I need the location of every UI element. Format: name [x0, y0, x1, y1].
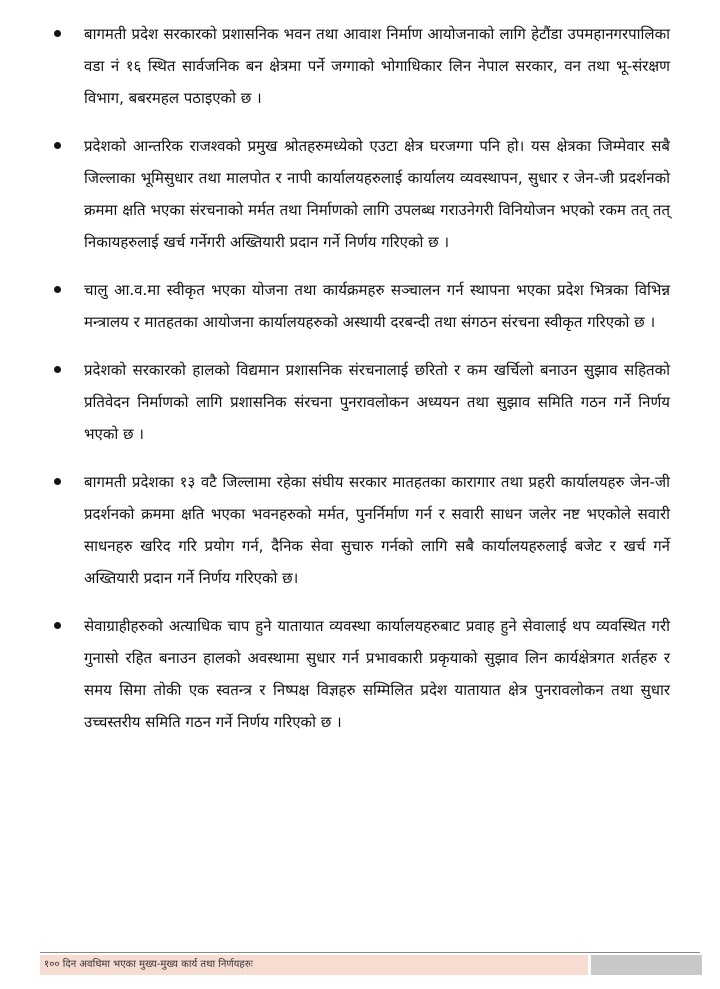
list-item: [50, 130, 670, 258]
footer-page-box: [591, 955, 702, 975]
list-item-text: प्रदेशको सरकारको हालको विद्यमान प्रशासनिक संरचनालाई छरितो र कम खर्चिलो बनाउन सुझाव सहितको प्रतिवेदन निर्माणको लागि प्रशासनिक संरचना पुनरावलोकन अध्ययन तथा सुझाव समिति गठन गर्ने निर्णय भएको छ ।: [84, 361, 670, 443]
footer-divider: [40, 952, 700, 953]
footer-caption: १०० दिन अवधिमा भएका मुख्य-मुख्य कार्य तथा निर्णयहरुः: [44, 959, 253, 970]
list-item-text: चालु आ.व.मा स्वीकृत भएका योजना तथा कार्यक्रमहरु सञ्चालन गर्न स्थापना भएका प्रदेश भित्रका विभिन्न मन्त्रालय र मातहतका आयोजना कार्यालयहरुको अस्थायी दरबन्दी तथा संगठन संरचना स्वीकृत गरिएको छ ।: [84, 281, 670, 331]
bullet-icon: [54, 142, 61, 149]
bullet-icon: [54, 286, 61, 293]
list-item-text: सेवाग्राहीहरुको अत्याधिक चाप हुने यातायात व्यवस्था कार्यालयहरुबाट प्रवाह हुने सेवालाई थप व्यवस्थित गरी गुनासो रहित बनाउन हालको अवस्थामा सुधार गर्न प्रभावकारी प्रकृयाको सुझाव लिन कार्यक्षेत्रगत शर्तहरु र समय सिमा तोकी एक स्वतन्त्र र निष्पक्ष विज्ञहरु सम्मिलित प्रदेश यातायात क्षेत्र पुनरावलोकन तथा सुधार उच्चस्तरीय समिति गठन गर्ने निर्णय गरिएको छ ।: [84, 617, 670, 731]
list-item: [50, 354, 670, 450]
list-item: [50, 18, 670, 114]
list-item-text: बागमती प्रदेशका १३ वटै जिल्लामा रहेका संघीय सरकार मातहतका कारागार तथा प्रहरी कार्यालयहरु जेन-जी प्रदर्शनको क्रममा क्षति भएका भवनहरुको मर्मत, पुनर्निर्माण गर्न र सवारी साधन जलेर नष्ट भएकोले सवारी साधनहरु खरिद गरि प्रयोग गर्न, दैनिक सेवा सुचारु गर्नको लागि सबै कार्यालयहरुलाई बजेट र खर्च गर्ने अख्तियारी प्रदान गर्ने निर्णय गरिएको छ।: [84, 473, 670, 587]
list-item: [50, 610, 670, 738]
list-item-text: बागमती प्रदेश सरकारको प्रशासनिक भवन तथा आवाश निर्माण आयोजनाको लागि हेटौंडा उपमहानगरपालिका वडा नं १६ स्थित सार्वजनिक बन क्षेत्रमा पर्ने जग्गाको भोगाधिकार लिन नेपाल सरकार, वन तथा भू-संरक्षण विभाग, बबरमहल पठाइएको छ ।: [84, 25, 670, 107]
bullet-icon: [54, 478, 61, 485]
bullet-icon: [54, 30, 61, 37]
list-item-text: प्रदेशको आन्तरिक राजश्वको प्रमुख श्रोतहरुमध्येको एउटा क्षेत्र घरजग्गा पनि हो। यस क्षेत्रका जिम्मेवार सबै जिल्लाका भूमिसुधार तथा मालपोत र नापी कार्यालयहरुलाई कार्यालय व्यवस्थापन, सुधार र जेन-जी प्रदर्शनको क्रममा क्षति भएका संरचनाको मर्मत तथा निर्माणको लागि उपलब्ध गराउनेगरी विनियोजन भएको रकम तत् तत् निकायहरुलाई खर्च गर्नेगरी अख्तियारी प्रदान गर्ने निर्णय गरिएको छ ।: [84, 137, 670, 251]
bullet-icon: [54, 366, 61, 373]
bullet-icon: [54, 622, 61, 629]
list-item: [50, 274, 670, 338]
decision-list: [50, 18, 670, 754]
list-item: [50, 466, 670, 594]
